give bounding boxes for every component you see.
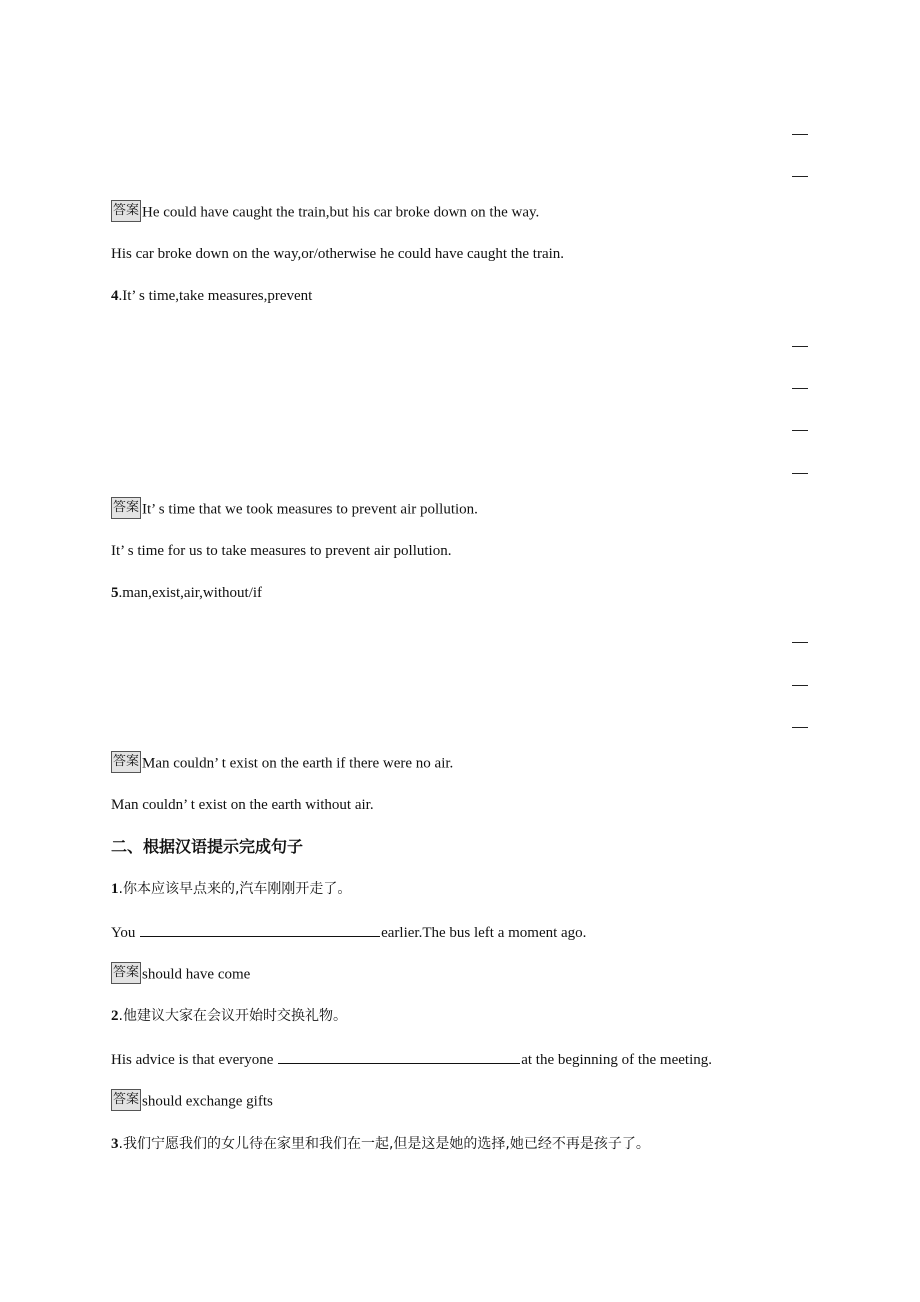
margin-dash <box>792 473 808 474</box>
answer-badge: 答案 <box>111 497 141 519</box>
question-number: 4 <box>111 288 119 304</box>
sentence-before: His advice is that everyone <box>111 1052 278 1068</box>
margin-dash <box>792 134 808 135</box>
question-prompt: .他建议大家在会议开始时交换礼物。 <box>118 1008 347 1024</box>
question-5 <box>111 583 262 603</box>
margin-dash <box>792 430 808 431</box>
question-1 <box>111 879 351 899</box>
question-3 <box>111 1134 650 1154</box>
question-number: 5 <box>111 585 119 601</box>
answer-line <box>111 1091 273 1113</box>
question-number: 2 <box>111 1008 119 1024</box>
question-prompt: .我们宁愿我们的女儿待在家里和我们在一起,但是这是她的选择,她已经不再是孩子了。 <box>118 1136 650 1152</box>
margin-dash <box>792 388 808 389</box>
question-prompt: .man,exist,air,without/if <box>118 585 263 601</box>
answer-line <box>111 753 453 775</box>
answer-badge: 答案 <box>111 751 141 773</box>
question-2 <box>111 1006 347 1026</box>
answer-line <box>111 202 539 224</box>
answer-alt-line: It’ s time for us to take measures to prevent air pollution. <box>111 543 452 559</box>
sentence-before: You <box>111 925 140 941</box>
margin-dash <box>792 346 808 347</box>
answer-badge: 答案 <box>111 1089 141 1111</box>
answer-badge: 答案 <box>111 200 141 222</box>
answer-text: Man couldn’ t exist on the earth if there were no air. <box>142 755 454 772</box>
answer-badge: 答案 <box>111 962 141 984</box>
section-heading: 二、根据汉语提示完成句子 <box>111 837 304 856</box>
sentence-after: at the beginning of the meeting. <box>521 1052 712 1068</box>
sentence-after: earlier.The bus left a moment ago. <box>381 925 587 941</box>
answer-blank <box>278 1049 520 1064</box>
fill-sentence <box>111 1049 712 1070</box>
answer-alt-line: His car broke down on the way,or/otherwise he could have caught the train. <box>111 246 565 262</box>
answer-text: It’ s time that we took measures to prevent air pollution. <box>142 501 478 518</box>
margin-dash <box>792 642 808 643</box>
question-prompt: .你本应该早点来的,汽车刚刚开走了。 <box>118 881 352 897</box>
question-number: 3 <box>111 1136 119 1152</box>
fill-sentence <box>111 922 586 943</box>
question-prompt: .It’ s time,take measures,prevent <box>118 288 313 304</box>
margin-dash <box>792 727 808 728</box>
answer-blank <box>140 922 380 937</box>
answer-alt-line: Man couldn’ t exist on the earth without air. <box>111 797 374 813</box>
question-4 <box>111 286 312 306</box>
answer-text: He could have caught the train,but his car broke down on the way. <box>142 204 540 221</box>
question-number: 1 <box>111 881 119 897</box>
answer-line <box>111 964 250 986</box>
answer-text: should exchange gifts <box>142 1093 273 1110</box>
margin-dash <box>792 176 808 177</box>
margin-dash <box>792 685 808 686</box>
answer-text: should have come <box>142 966 251 983</box>
answer-line <box>111 499 478 521</box>
